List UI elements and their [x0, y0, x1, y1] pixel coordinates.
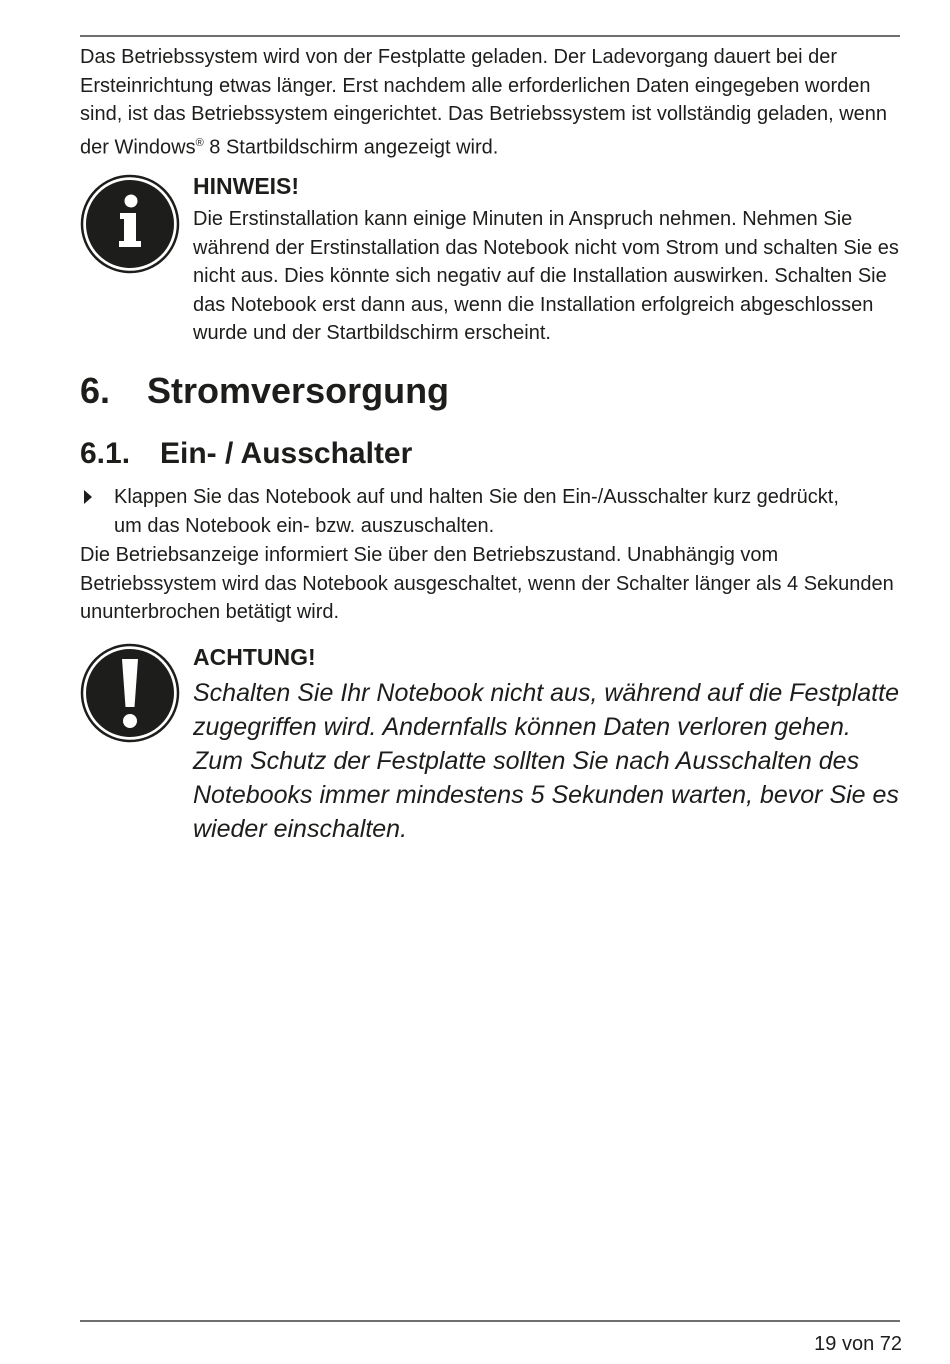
subsection-heading: [80, 434, 412, 474]
subsection-number: 6.1.: [80, 437, 131, 470]
hinweis-title: HINWEIS!: [193, 173, 300, 199]
subsection-title: Ein- / Ausschalter: [160, 437, 413, 470]
bottom-rule: [80, 1320, 900, 1322]
achtung-text: Schalten Sie Ihr Notebook nicht aus, während auf die Festplatte zugegriffen wird. Andernfalls können Daten verloren gehen. Zum Schutz der Festplatte sollten Sie nach Ausschalten des Notebooks immer mindestens 5 Sekunden warten, bevor Sie es wieder einschalten.: [193, 679, 899, 843]
hinweis-text: Die Erstinstallation kann einige Minuten in Anspruch nehmen. Nehmen Sie während der Erstinstallation das Notebook nicht vom Strom und schalten Sie es nicht aus. Dies könnte sich negativ auf die Installation auswirken. Schalten Sie das Notebook erst dann aus, wenn die Installation erfolgreich abgeschlossen wurde und der Startbildschirm erscheint.: [193, 208, 899, 344]
info-icon: [80, 174, 180, 274]
bullet-text: Klappen Sie das Notebook auf und halten Sie den Ein-/Ausschalter kurz gedrückt, um das Notebook ein- bzw. auszuschalten.: [114, 486, 839, 537]
bullet-item: [80, 483, 900, 540]
page-number: 19 von 72: [814, 1333, 902, 1355]
status-paragraph: Die Betriebsanzeige informiert Sie über den Betriebszustand. Unabhängig vom Betriebssystem wird das Notebook ausgeschaltet, wenn der Schalter länger als 4 Sekunden ununterbrochen betätigt wird.: [80, 544, 894, 623]
intro-text-part1: Das Betriebssystem wird von der Festplatte geladen. Der Ladevorgang dauert bei der Ersteinrichtung etwas länger. Erst nachdem alle erforderlichen Daten eingegeben worden sind, ist das Betriebssystem eingerichtet. Das Betriebssystem ist vollständig geladen, wenn der Windows: [80, 46, 888, 159]
intro-text-part2: 8 Startbildschirm angezeigt wird.: [203, 136, 499, 159]
section-title: Stromversorgung: [147, 370, 450, 411]
exclamation-icon: [80, 643, 180, 743]
registered-mark: ®: [195, 136, 204, 149]
section-heading: [80, 368, 449, 414]
triangle-bullet-icon: [82, 487, 94, 507]
top-rule: [80, 35, 900, 37]
intro-paragraph: [80, 43, 900, 162]
section-number: 6.: [80, 370, 111, 411]
achtung-title: ACHTUNG!: [193, 644, 316, 670]
